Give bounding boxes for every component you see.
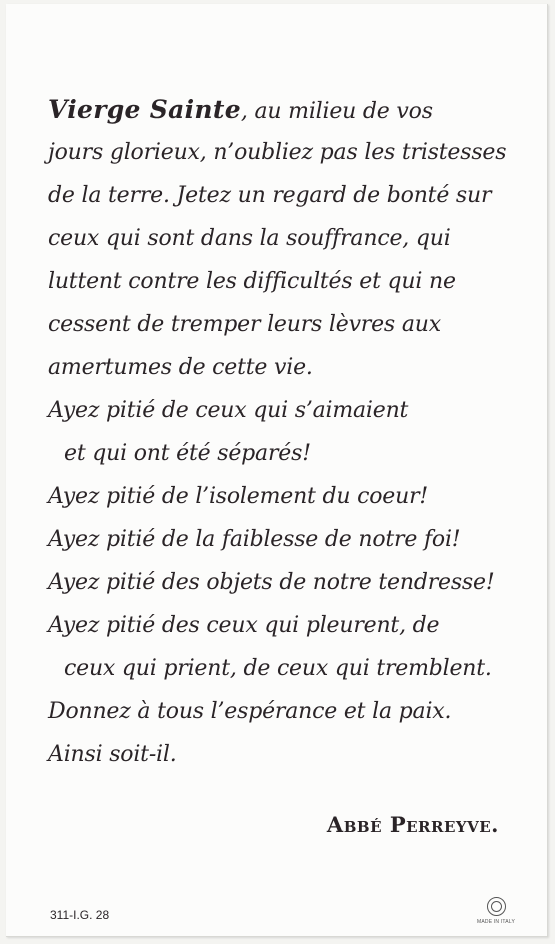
prayer-line: Ayez pitié de ceux qui s’aimaient [48,398,409,423]
prayer-line: amertumes de cette vie. [48,355,313,380]
publisher-logo [476,897,516,929]
prayer-heading: Vierge Sainte [48,95,241,124]
prayer-line: Ayez pitié de l’isolement du coeur! [48,484,429,509]
prayer-line: Ayez pitié des ceux qui pleurent, de [48,613,440,638]
prayer-line: jours glorieux, n’oubliez pas les tristesses [48,140,507,165]
prayer-line: Ayez pitié de la faiblesse de notre foi! [48,527,461,552]
prayer-line: Donnez à tous l’espérance et la paix. [48,699,452,724]
prayer-line [48,88,548,131]
card-reference-code: 311-I.G. 28 [50,908,110,922]
prayer-line: luttent contre les difficultés et qui ne [48,269,456,294]
author-signature: Abbé Perreyve. [326,812,499,837]
prayer-text [48,88,548,776]
made-in-label: MADE IN ITALY [477,919,515,925]
prayer-line: Ainsi soit-il. [48,742,177,767]
prayer-line: ceux qui prient, de ceux qui tremblent. [64,656,492,681]
prayer-line: de la terre. Jetez un regard de bonté sur [48,183,492,208]
prayer-line-rest: , au milieu de vos [240,99,433,124]
prayer-card [6,4,548,937]
publisher-seal-icon [487,897,506,916]
prayer-line: ceux qui sont dans la souffrance, qui [48,226,451,251]
prayer-line: et qui ont été séparés! [64,441,311,466]
prayer-line: Ayez pitié des objets de notre tendresse! [48,570,495,595]
prayer-line: cessent de tremper leurs lèvres aux [48,312,441,337]
